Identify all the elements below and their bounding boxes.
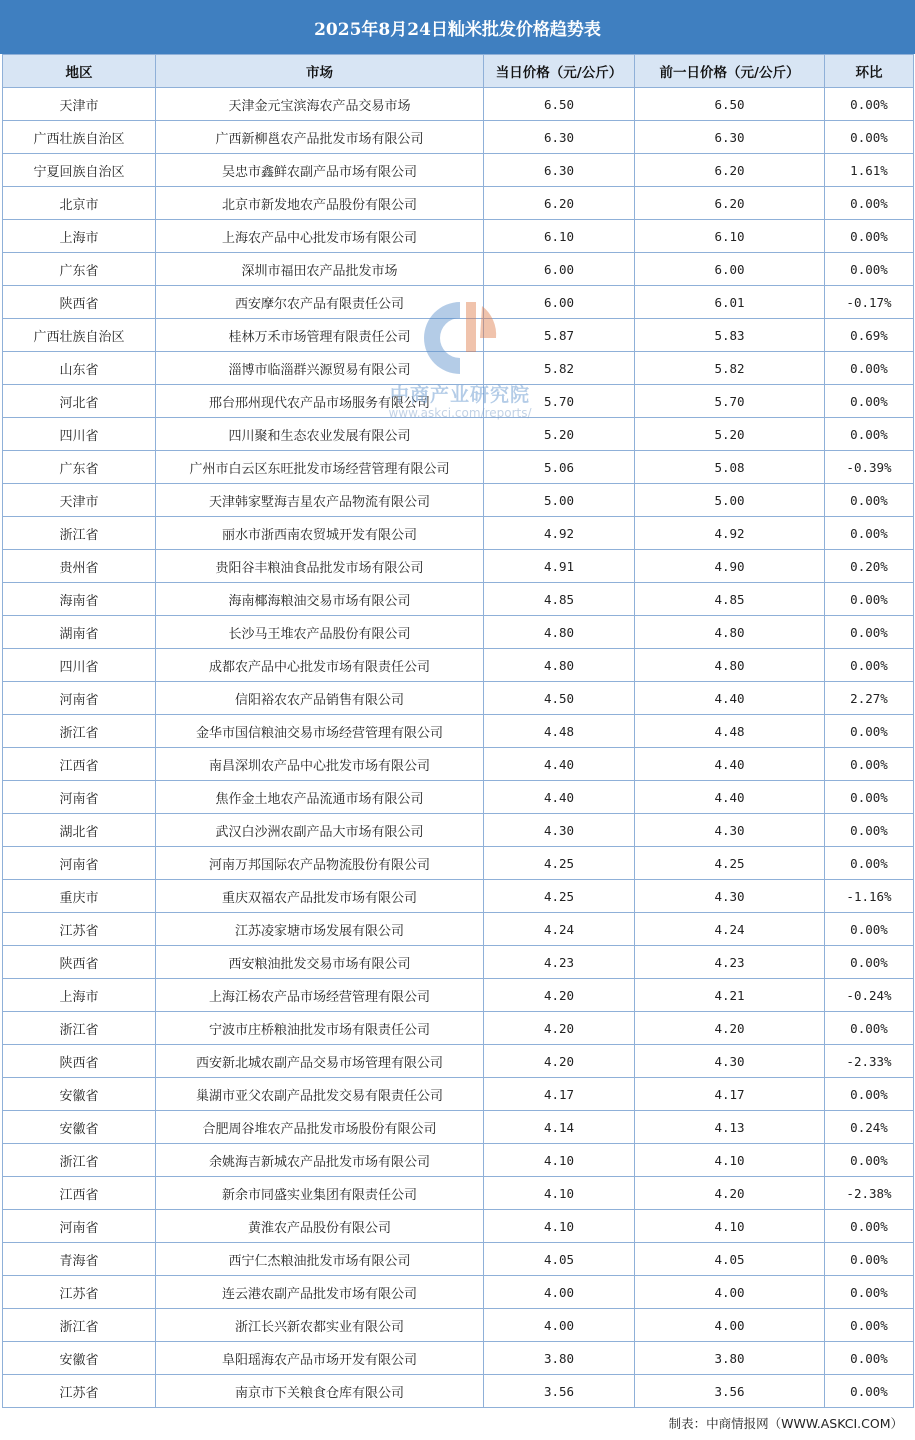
- cell-region: 宁夏回族自治区: [3, 154, 156, 187]
- table-row: [3, 385, 914, 418]
- cell-current-price: 4.00: [484, 1309, 635, 1342]
- cell-previous-price: 5.82: [635, 352, 825, 385]
- cell-current-price: 5.87: [484, 319, 635, 352]
- cell-market: 金华市国信粮油交易市场经营管理有限公司: [156, 715, 484, 748]
- cell-market: 西安粮油批发交易市场有限公司: [156, 946, 484, 979]
- cell-region: 陕西省: [3, 286, 156, 319]
- cell-change: 0.00%: [825, 253, 914, 286]
- cell-previous-price: 4.80: [635, 649, 825, 682]
- cell-previous-price: 4.80: [635, 616, 825, 649]
- cell-current-price: 6.10: [484, 220, 635, 253]
- cell-change: 0.00%: [825, 1210, 914, 1243]
- cell-current-price: 4.92: [484, 517, 635, 550]
- cell-change: 0.00%: [825, 1243, 914, 1276]
- cell-change: 0.00%: [825, 517, 914, 550]
- cell-region: 广西壮族自治区: [3, 319, 156, 352]
- cell-region: 河南省: [3, 1210, 156, 1243]
- cell-change: 0.00%: [825, 847, 914, 880]
- cell-current-price: 5.06: [484, 451, 635, 484]
- cell-current-price: 5.00: [484, 484, 635, 517]
- cell-change: 0.00%: [825, 352, 914, 385]
- cell-previous-price: 6.10: [635, 220, 825, 253]
- cell-previous-price: 4.00: [635, 1276, 825, 1309]
- cell-previous-price: 4.00: [635, 1309, 825, 1342]
- cell-previous-price: 4.30: [635, 880, 825, 913]
- cell-previous-price: 6.00: [635, 253, 825, 286]
- cell-change: 0.00%: [825, 484, 914, 517]
- table-row: [3, 220, 914, 253]
- cell-region: 安徽省: [3, 1078, 156, 1111]
- cell-current-price: 6.50: [484, 88, 635, 121]
- cell-previous-price: 4.20: [635, 1177, 825, 1210]
- cell-previous-price: 4.10: [635, 1210, 825, 1243]
- cell-current-price: 4.24: [484, 913, 635, 946]
- cell-change: -2.38%: [825, 1177, 914, 1210]
- cell-region: 浙江省: [3, 517, 156, 550]
- cell-market: 合肥周谷堆农产品批发市场股份有限公司: [156, 1111, 484, 1144]
- cell-previous-price: 4.17: [635, 1078, 825, 1111]
- table-row: [3, 880, 914, 913]
- cell-previous-price: 5.20: [635, 418, 825, 451]
- cell-region: 浙江省: [3, 715, 156, 748]
- cell-market: 西安摩尔农产品有限责任公司: [156, 286, 484, 319]
- table-row: [3, 550, 914, 583]
- cell-previous-price: 4.40: [635, 748, 825, 781]
- cell-market: 丽水市浙西南农贸城开发有限公司: [156, 517, 484, 550]
- cell-region: 四川省: [3, 649, 156, 682]
- table-row: [3, 1144, 914, 1177]
- cell-market: 海南椰海粮油交易市场有限公司: [156, 583, 484, 616]
- cell-market: 上海江杨农产品市场经营管理有限公司: [156, 979, 484, 1012]
- cell-market: 桂林万禾市场管理有限责任公司: [156, 319, 484, 352]
- cell-region: 河南省: [3, 847, 156, 880]
- cell-change: 0.00%: [825, 715, 914, 748]
- cell-market: 上海农产品中心批发市场有限公司: [156, 220, 484, 253]
- cell-market: 长沙马王堆农产品股份有限公司: [156, 616, 484, 649]
- table-row: [3, 1210, 914, 1243]
- table-body: [3, 88, 914, 1408]
- cell-current-price: 4.20: [484, 1045, 635, 1078]
- table-row: [3, 154, 914, 187]
- cell-current-price: 4.20: [484, 979, 635, 1012]
- cell-previous-price: 6.30: [635, 121, 825, 154]
- cell-market: 淄博市临淄群兴源贸易有限公司: [156, 352, 484, 385]
- cell-market: 北京市新发地农产品股份有限公司: [156, 187, 484, 220]
- cell-previous-price: 4.20: [635, 1012, 825, 1045]
- table-row: [3, 451, 914, 484]
- cell-market: 吴忠市鑫鲜农副产品市场有限公司: [156, 154, 484, 187]
- cell-change: 0.24%: [825, 1111, 914, 1144]
- table-row: [3, 781, 914, 814]
- cell-change: 0.00%: [825, 220, 914, 253]
- cell-previous-price: 5.83: [635, 319, 825, 352]
- cell-market: 信阳裕农农产品销售有限公司: [156, 682, 484, 715]
- cell-region: 浙江省: [3, 1144, 156, 1177]
- cell-previous-price: 4.40: [635, 682, 825, 715]
- cell-current-price: 5.20: [484, 418, 635, 451]
- price-table: [2, 54, 914, 1408]
- cell-region: 天津市: [3, 88, 156, 121]
- cell-previous-price: 4.25: [635, 847, 825, 880]
- table-row: [3, 1243, 914, 1276]
- cell-previous-price: 4.92: [635, 517, 825, 550]
- cell-current-price: 4.48: [484, 715, 635, 748]
- cell-region: 陕西省: [3, 946, 156, 979]
- table-row: [3, 748, 914, 781]
- cell-change: 0.00%: [825, 88, 914, 121]
- cell-change: 0.00%: [825, 913, 914, 946]
- cell-change: 0.00%: [825, 748, 914, 781]
- table-row: [3, 187, 914, 220]
- cell-current-price: 4.23: [484, 946, 635, 979]
- cell-region: 广东省: [3, 451, 156, 484]
- table-row: [3, 616, 914, 649]
- cell-market: 贵阳谷丰粮油食品批发市场有限公司: [156, 550, 484, 583]
- cell-current-price: 6.30: [484, 154, 635, 187]
- table-row: [3, 1078, 914, 1111]
- cell-region: 北京市: [3, 187, 156, 220]
- table-row: [3, 715, 914, 748]
- cell-current-price: 5.70: [484, 385, 635, 418]
- header-row: [3, 55, 914, 88]
- table-row: [3, 517, 914, 550]
- cell-current-price: 4.40: [484, 781, 635, 814]
- cell-previous-price: 5.00: [635, 484, 825, 517]
- table-row: [3, 484, 914, 517]
- table-row: [3, 583, 914, 616]
- cell-region: 上海市: [3, 220, 156, 253]
- cell-previous-price: 6.20: [635, 154, 825, 187]
- cell-region: 河南省: [3, 781, 156, 814]
- cell-region: 海南省: [3, 583, 156, 616]
- cell-market: 南京市下关粮食仓库有限公司: [156, 1375, 484, 1408]
- cell-region: 山东省: [3, 352, 156, 385]
- cell-previous-price: 6.01: [635, 286, 825, 319]
- footer-source: 制表：中商情报网（WWW.ASKCI.COM）: [668, 1416, 903, 1431]
- cell-previous-price: 4.48: [635, 715, 825, 748]
- cell-current-price: 4.91: [484, 550, 635, 583]
- cell-market: 江苏凌家塘市场发展有限公司: [156, 913, 484, 946]
- cell-previous-price: 4.85: [635, 583, 825, 616]
- cell-market: 武汉白沙洲农副产品大市场有限公司: [156, 814, 484, 847]
- cell-market: 天津韩家墅海吉星农产品物流有限公司: [156, 484, 484, 517]
- cell-region: 湖北省: [3, 814, 156, 847]
- cell-previous-price: 3.80: [635, 1342, 825, 1375]
- cell-previous-price: 6.50: [635, 88, 825, 121]
- table-row: [3, 1276, 914, 1309]
- table-row: [3, 682, 914, 715]
- cell-change: 2.27%: [825, 682, 914, 715]
- cell-current-price: 4.05: [484, 1243, 635, 1276]
- cell-current-price: 4.50: [484, 682, 635, 715]
- cell-current-price: 6.20: [484, 187, 635, 220]
- cell-current-price: 4.20: [484, 1012, 635, 1045]
- cell-region: 广东省: [3, 253, 156, 286]
- cell-current-price: 4.14: [484, 1111, 635, 1144]
- cell-change: 0.00%: [825, 1309, 914, 1342]
- cell-market: 邢台邢州现代农产品市场服务有限公司: [156, 385, 484, 418]
- cell-region: 安徽省: [3, 1342, 156, 1375]
- cell-change: 0.00%: [825, 814, 914, 847]
- page-title: 2025年8月24日籼米批发价格趋势表: [314, 19, 601, 40]
- cell-change: 0.00%: [825, 781, 914, 814]
- table-row: [3, 352, 914, 385]
- cell-change: 0.00%: [825, 616, 914, 649]
- cell-previous-price: 4.13: [635, 1111, 825, 1144]
- cell-current-price: 6.00: [484, 253, 635, 286]
- cell-previous-price: 3.56: [635, 1375, 825, 1408]
- cell-current-price: 4.40: [484, 748, 635, 781]
- cell-market: 广州市白云区东旺批发市场经营管理有限公司: [156, 451, 484, 484]
- cell-current-price: 3.80: [484, 1342, 635, 1375]
- table-row: [3, 1342, 914, 1375]
- cell-market: 河南万邦国际农产品物流股份有限公司: [156, 847, 484, 880]
- cell-market: 宁波市庄桥粮油批发市场有限责任公司: [156, 1012, 484, 1045]
- cell-change: 0.00%: [825, 418, 914, 451]
- table-row: [3, 121, 914, 154]
- cell-change: -2.33%: [825, 1045, 914, 1078]
- cell-region: 四川省: [3, 418, 156, 451]
- cell-region: 青海省: [3, 1243, 156, 1276]
- cell-change: 0.20%: [825, 550, 914, 583]
- cell-change: -1.16%: [825, 880, 914, 913]
- cell-market: 西安新北城农副产品交易市场管理有限公司: [156, 1045, 484, 1078]
- cell-current-price: 4.17: [484, 1078, 635, 1111]
- cell-previous-price: 6.20: [635, 187, 825, 220]
- cell-market: 重庆双福农产品批发市场有限公司: [156, 880, 484, 913]
- cell-market: 西宁仁杰粮油批发市场有限公司: [156, 1243, 484, 1276]
- cell-region: 江苏省: [3, 1276, 156, 1309]
- cell-change: 0.00%: [825, 187, 914, 220]
- cell-change: 0.69%: [825, 319, 914, 352]
- table-row: [3, 814, 914, 847]
- cell-market: 连云港农副产品批发市场有限公司: [156, 1276, 484, 1309]
- table-row: [3, 649, 914, 682]
- header-current-price: 当日价格（元/公斤）: [484, 55, 635, 88]
- cell-region: 广西壮族自治区: [3, 121, 156, 154]
- cell-previous-price: 4.21: [635, 979, 825, 1012]
- cell-change: -0.24%: [825, 979, 914, 1012]
- cell-previous-price: 4.30: [635, 814, 825, 847]
- table-row: [3, 913, 914, 946]
- cell-change: 0.00%: [825, 385, 914, 418]
- cell-market: 黄淮农产品股份有限公司: [156, 1210, 484, 1243]
- table-row: [3, 1111, 914, 1144]
- cell-change: 0.00%: [825, 1078, 914, 1111]
- cell-current-price: 4.80: [484, 649, 635, 682]
- cell-market: 成都农产品中心批发市场有限责任公司: [156, 649, 484, 682]
- cell-current-price: 4.00: [484, 1276, 635, 1309]
- cell-market: 深圳市福田农产品批发市场: [156, 253, 484, 286]
- cell-market: 焦作金土地农产品流通市场有限公司: [156, 781, 484, 814]
- cell-current-price: 4.10: [484, 1177, 635, 1210]
- cell-current-price: 4.25: [484, 847, 635, 880]
- cell-market: 天津金元宝滨海农产品交易市场: [156, 88, 484, 121]
- cell-current-price: 4.25: [484, 880, 635, 913]
- cell-current-price: 4.80: [484, 616, 635, 649]
- cell-previous-price: 4.40: [635, 781, 825, 814]
- cell-market: 新余市同盛实业集团有限责任公司: [156, 1177, 484, 1210]
- cell-previous-price: 5.08: [635, 451, 825, 484]
- cell-change: 0.00%: [825, 946, 914, 979]
- cell-change: 0.00%: [825, 121, 914, 154]
- cell-previous-price: 4.24: [635, 913, 825, 946]
- cell-region: 天津市: [3, 484, 156, 517]
- cell-previous-price: 4.23: [635, 946, 825, 979]
- header-region: 地区: [3, 55, 156, 88]
- table-row: [3, 1309, 914, 1342]
- cell-current-price: 4.10: [484, 1210, 635, 1243]
- table-row: [3, 418, 914, 451]
- cell-region: 浙江省: [3, 1012, 156, 1045]
- table-row: [3, 1177, 914, 1210]
- header-previous-price: 前一日价格（元/公斤）: [635, 55, 825, 88]
- cell-current-price: 4.10: [484, 1144, 635, 1177]
- watermark-name: 中商产业研究院: [389, 384, 530, 406]
- cell-region: 江苏省: [3, 913, 156, 946]
- table-title-bar: [0, 0, 915, 54]
- cell-region: 湖南省: [3, 616, 156, 649]
- cell-current-price: 4.30: [484, 814, 635, 847]
- header-market: 市场: [156, 55, 484, 88]
- cell-previous-price: 4.30: [635, 1045, 825, 1078]
- cell-current-price: 3.56: [484, 1375, 635, 1408]
- cell-region: 陕西省: [3, 1045, 156, 1078]
- table-row: [3, 979, 914, 1012]
- table-row: [3, 286, 914, 319]
- cell-change: 0.00%: [825, 583, 914, 616]
- cell-previous-price: 4.10: [635, 1144, 825, 1177]
- cell-change: 0.00%: [825, 1375, 914, 1408]
- cell-change: 0.00%: [825, 1012, 914, 1045]
- cell-region: 安徽省: [3, 1111, 156, 1144]
- cell-market: 南昌深圳农产品中心批发市场有限公司: [156, 748, 484, 781]
- table-row: [3, 847, 914, 880]
- cell-market: 四川聚和生态农业发展有限公司: [156, 418, 484, 451]
- cell-region: 河北省: [3, 385, 156, 418]
- table-row: [3, 1045, 914, 1078]
- cell-current-price: 4.85: [484, 583, 635, 616]
- cell-region: 上海市: [3, 979, 156, 1012]
- cell-current-price: 6.00: [484, 286, 635, 319]
- cell-market: 余姚海吉新城农产品批发市场有限公司: [156, 1144, 484, 1177]
- cell-region: 贵州省: [3, 550, 156, 583]
- cell-region: 浙江省: [3, 1309, 156, 1342]
- cell-market: 阜阳瑶海农产品市场开发有限公司: [156, 1342, 484, 1375]
- cell-change: 0.00%: [825, 649, 914, 682]
- cell-previous-price: 4.90: [635, 550, 825, 583]
- cell-market: 广西新柳邕农产品批发市场有限公司: [156, 121, 484, 154]
- cell-change: 0.00%: [825, 1276, 914, 1309]
- cell-current-price: 6.30: [484, 121, 635, 154]
- cell-region: 江苏省: [3, 1375, 156, 1408]
- header-change: 环比: [825, 55, 914, 88]
- table-row: [3, 88, 914, 121]
- cell-market: 浙江长兴新农都实业有限公司: [156, 1309, 484, 1342]
- cell-region: 重庆市: [3, 880, 156, 913]
- table-row: [3, 946, 914, 979]
- cell-change: -0.39%: [825, 451, 914, 484]
- table-row: [3, 1375, 914, 1408]
- cell-previous-price: 4.05: [635, 1243, 825, 1276]
- cell-region: 江西省: [3, 1177, 156, 1210]
- table-row: [3, 253, 914, 286]
- table-row: [3, 319, 914, 352]
- cell-previous-price: 5.70: [635, 385, 825, 418]
- cell-change: 0.00%: [825, 1342, 914, 1375]
- cell-current-price: 5.82: [484, 352, 635, 385]
- watermark-url: www.askci.com/reports/: [388, 406, 532, 420]
- cell-region: 江西省: [3, 748, 156, 781]
- cell-change: 0.00%: [825, 1144, 914, 1177]
- cell-region: 河南省: [3, 682, 156, 715]
- table-row: [3, 1012, 914, 1045]
- cell-change: -0.17%: [825, 286, 914, 319]
- cell-change: 1.61%: [825, 154, 914, 187]
- cell-market: 巢湖市亚父农副产品批发交易有限责任公司: [156, 1078, 484, 1111]
